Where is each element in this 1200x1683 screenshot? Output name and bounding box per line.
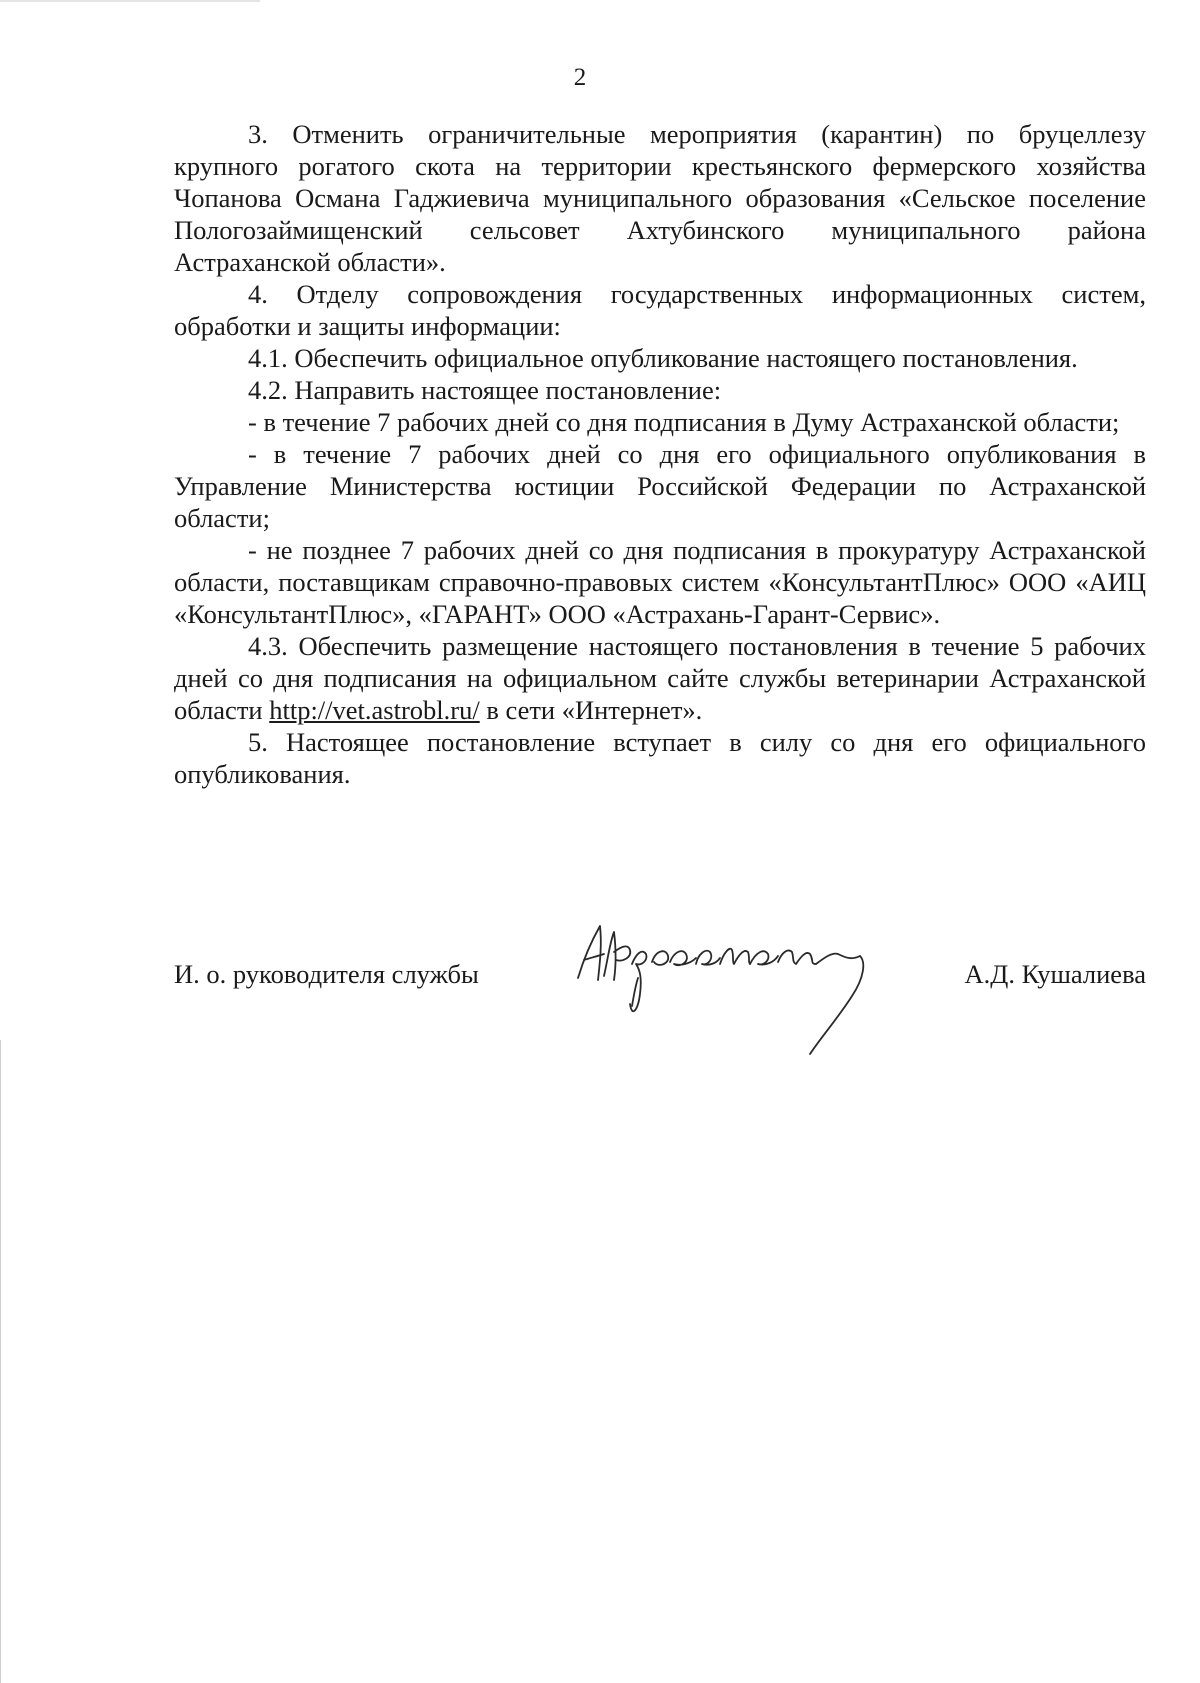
paragraph-3: 3. Отменить ограничительные мероприятия (карантин) по бруцеллезу крупного рогатого скота на территории крестьянского фермерского хозяйства Чопанова Османа Гаджиевича муниципального образования «Сельское поселение Пологозаймищенский сельсовет Ахтубинского муниципального района Астраханской области». — [174, 119, 1146, 277]
paragraph-4-3 — [174, 630, 1146, 726]
scan-artifact-edge — [0, 1040, 1, 1683]
paragraph-4-3-text: 4.3. Обеспечить размещение настоящего постановления в течение 5 рабочих дней со дня подписания на официальном сайте службы ветеринарии Астраханской области — [174, 631, 1146, 725]
document-body — [174, 118, 1146, 790]
scan-artifact-top — [0, 0, 260, 2]
signatory-position: И. о. руководителя службы — [174, 959, 479, 989]
paragraph-4: 4. Отделу сопровождения государственных информационных систем, обработки и защиты информации: — [174, 279, 1146, 341]
signatory-name: А.Д. Кушалиева — [964, 959, 1146, 989]
paragraph-4-3-text-end: в сети «Интернет». — [479, 695, 703, 725]
paragraph-4-2-item-3: - не позднее 7 рабочих дней со дня подписания в прокуратуру Астраханской области, поставщикам справочно-правовых систем «КонсультантПлюс» ООО «АИЦ «КонсультантПлюс», «ГАРАНТ» ООО «Астрахань-Гарант-Сервис». — [174, 535, 1146, 629]
paragraph-4-1: 4.1. Обеспечить официальное опубликование настоящего постановления. — [248, 343, 1078, 373]
paragraph-5: 5. Настоящее постановление вступает в силу со дня его официального опубликования. — [174, 727, 1146, 789]
handwritten-signature — [570, 918, 900, 1058]
paragraph-4-2: 4.2. Направить настоящее постановление: — [248, 375, 722, 405]
paragraph-4-2-item-2: - в течение 7 рабочих дней со дня его официального опубликования в Управление Министерства юстиции Российской Федерации по Астраханской области; — [174, 439, 1146, 533]
website-link[interactable]: http://vet.astrobl.ru/ — [269, 695, 480, 725]
paragraph-4-2-item-1: - в течение 7 рабочих дней со дня подписания в Думу Астраханской области; — [248, 407, 1120, 437]
page-number: 2 — [573, 64, 587, 91]
